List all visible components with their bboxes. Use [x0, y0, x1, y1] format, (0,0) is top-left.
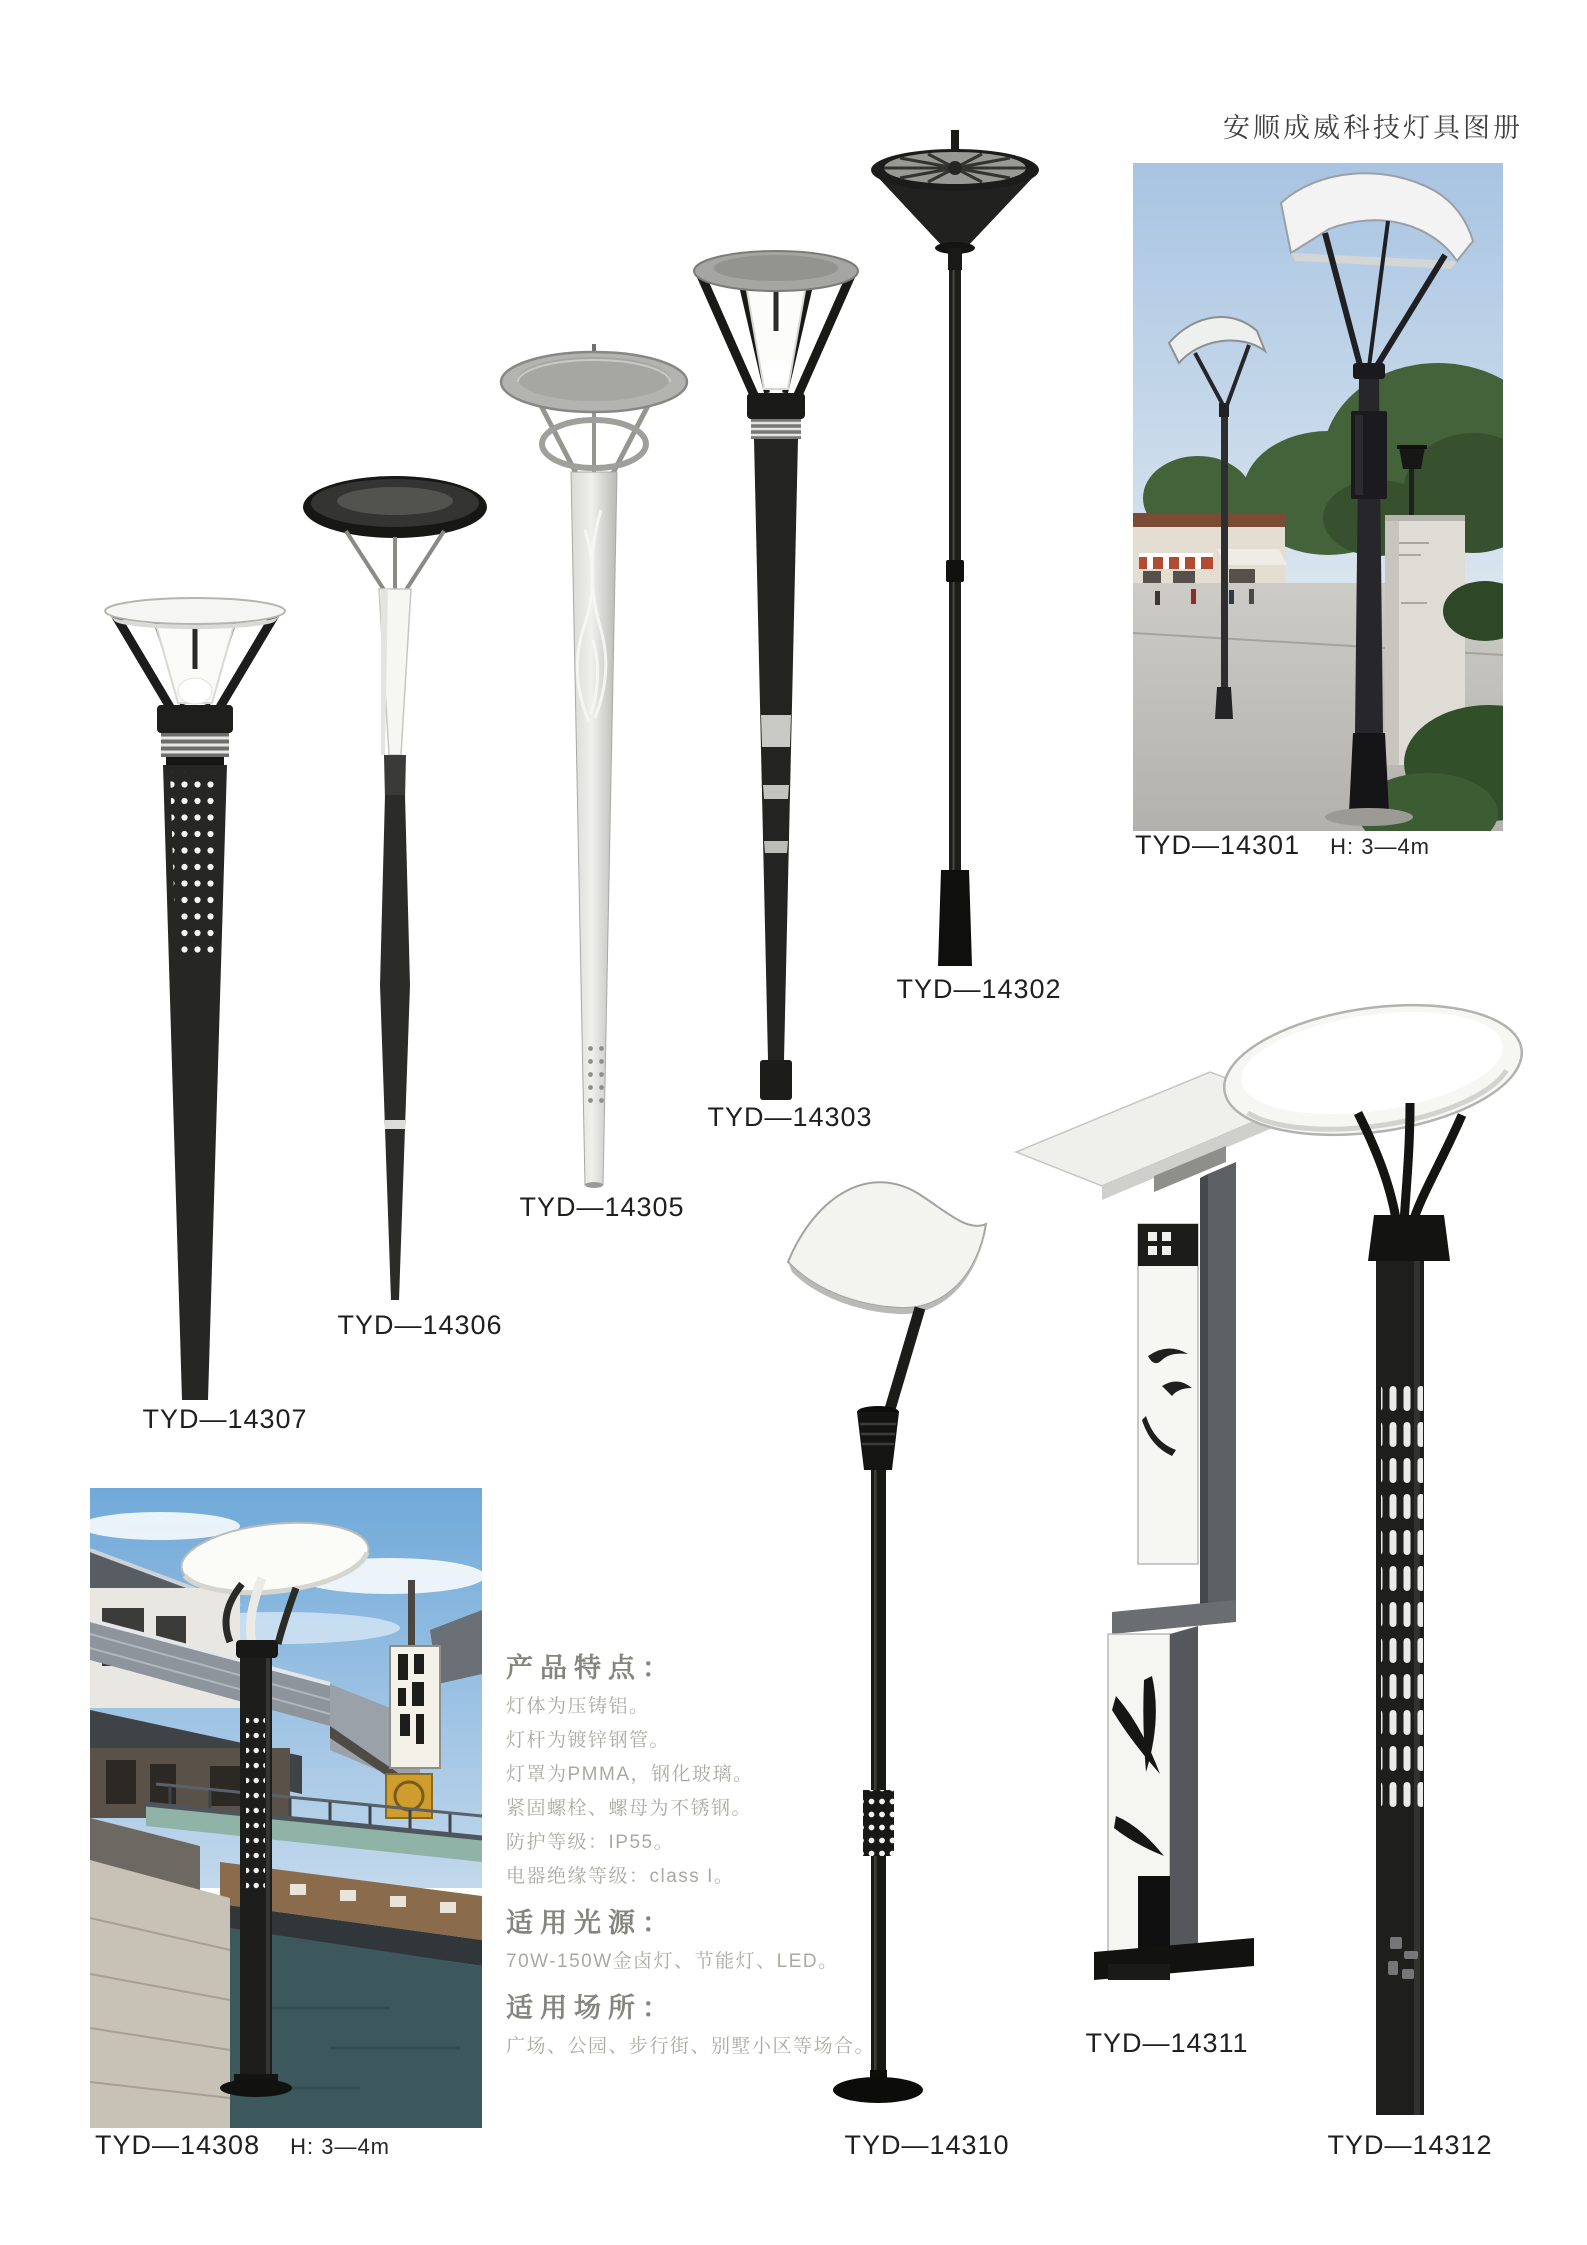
product-label-tyd-14303: TYD—14303 [707, 1102, 873, 1132]
product-label-tyd-14310: TYD—14310 [844, 2130, 1010, 2160]
feature-line: 防护等级：IP55。 [506, 1831, 675, 1853]
lamp-illustration-tyd-14312 [1218, 985, 1538, 2125]
product-label-tyd-14301 [1135, 830, 1430, 861]
lamp-illustration-tyd-14303 [688, 245, 868, 1105]
places-line: 广场、公园、步行街、别墅小区等场合。 [506, 2035, 876, 2057]
product-label-tyd-14308 [95, 2130, 390, 2161]
light-source-line: 70W-150W金卤灯、节能灯、LED。 [506, 1950, 839, 1972]
product-height-tyd-14308: H: 3—4m [290, 2134, 391, 2159]
product-model-tyd-14301: TYD—14301 [1135, 830, 1301, 860]
light-source-title: 适用光源： [506, 1907, 676, 1938]
feature-line: 灯杆为镀锌钢管。 [506, 1729, 671, 1751]
page-header-title: 安顺成威科技灯具图册 [1223, 113, 1523, 143]
product-features-section [506, 1646, 936, 2071]
features-title: 产品特点： [506, 1653, 676, 1683]
feature-line: 灯罩为PMMA，钢化玻璃。 [506, 1763, 754, 1785]
lamp-illustration-tyd-14302 [868, 126, 1043, 971]
feature-line: 电器绝缘等级：class I。 [506, 1865, 735, 1887]
lamp-illustration-tyd-14306 [300, 465, 490, 1305]
lamp-photo-tyd-14301 [1133, 163, 1503, 831]
product-label-tyd-14305: TYD—14305 [519, 1192, 685, 1222]
product-model-tyd-14308: TYD—14308 [95, 2130, 261, 2160]
product-label-tyd-14307: TYD—14307 [142, 1404, 308, 1434]
product-label-tyd-14306: TYD—14306 [337, 1310, 503, 1340]
places-title: 适用场所： [506, 1992, 676, 2023]
product-label-tyd-14302: TYD—14302 [896, 974, 1062, 1004]
product-label-tyd-14312: TYD—14312 [1327, 2130, 1493, 2160]
product-height-tyd-14301: H: 3—4m [1330, 834, 1431, 859]
lamp-photo-tyd-14308 [90, 1488, 482, 2128]
feature-line: 紧固螺栓、螺母为不锈钢。 [506, 1797, 753, 1819]
lamp-illustration-tyd-14307 [100, 595, 290, 1405]
feature-line: 灯体为压铸铝。 [506, 1696, 650, 1717]
product-label-tyd-14311: TYD—14311 [1085, 2028, 1249, 2058]
lamp-illustration-tyd-14305 [497, 340, 692, 1190]
